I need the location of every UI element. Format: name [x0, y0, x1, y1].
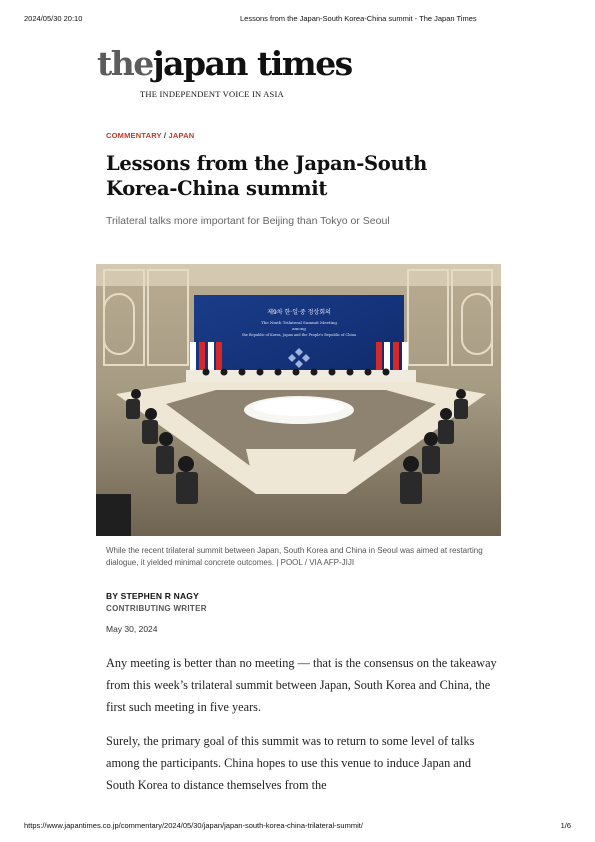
logo-japan-times: japan times	[152, 44, 352, 83]
breadcrumb-separator: /	[161, 131, 169, 140]
banner-line-4: the Republic of Korea, Japan and the People's Republic of China	[242, 333, 356, 337]
breadcrumb	[106, 131, 194, 140]
banner-line-3: among	[292, 326, 306, 331]
author-role: CONTRIBUTING WRITER	[106, 604, 207, 613]
page-number: 1/6	[560, 821, 571, 830]
author-byline[interactable]: BY STEPHEN R NAGY	[106, 591, 199, 601]
japan-times-logo[interactable]	[97, 46, 352, 82]
category-link-commentary[interactable]: COMMENTARY	[106, 131, 162, 140]
print-datetime: 2024/05/30 20:10	[24, 14, 83, 23]
print-url[interactable]: https://www.japantimes.co.jp/commentary/2024/05/30/japan/japan-south-korea-china-trilateral-summit/	[24, 821, 363, 830]
logo-the: the	[97, 44, 153, 83]
category-link-japan[interactable]: JAPAN	[168, 131, 195, 140]
article-body	[106, 652, 498, 808]
article-subheadline: Trilateral talks more important for Beijing than Tokyo or Seoul	[106, 215, 390, 227]
body-paragraph: Surely, the primary goal of this summit was to return to some level of talks among the participants. China hopes to use this venue to induce Japan and South Korea to distance themselves from the	[106, 734, 475, 792]
print-footer	[24, 821, 571, 833]
print-page-title: Lessons from the Japan-South Korea-China summit - The Japan Times	[240, 14, 477, 23]
masthead-tagline: THE INDEPENDENT VOICE IN ASIA	[140, 89, 284, 99]
publish-date: May 30, 2024	[106, 624, 158, 634]
banner-line-2: The Ninth Trilateral Summit Meeting	[261, 320, 337, 325]
print-header	[24, 14, 571, 26]
article-headline: Lessons from the Japan-South Korea-China summit	[106, 152, 427, 200]
banner-korean-text: 제9차 한·일·중 정상회의	[267, 309, 331, 316]
photo-caption: While the recent trilateral summit between Japan, South Korea and China in Seoul was aimed at restarting dialogue, it yielded minimal concrete outcomes. | POOL / VIA AFP-JIJI	[106, 546, 483, 567]
body-paragraph: Any meeting is better than no meeting — that is the consensus on the takeaway from this week’s trilateral summit between Japan, South Korea and China, the first such meeting in five years.	[106, 656, 497, 714]
article-photo	[96, 264, 501, 536]
